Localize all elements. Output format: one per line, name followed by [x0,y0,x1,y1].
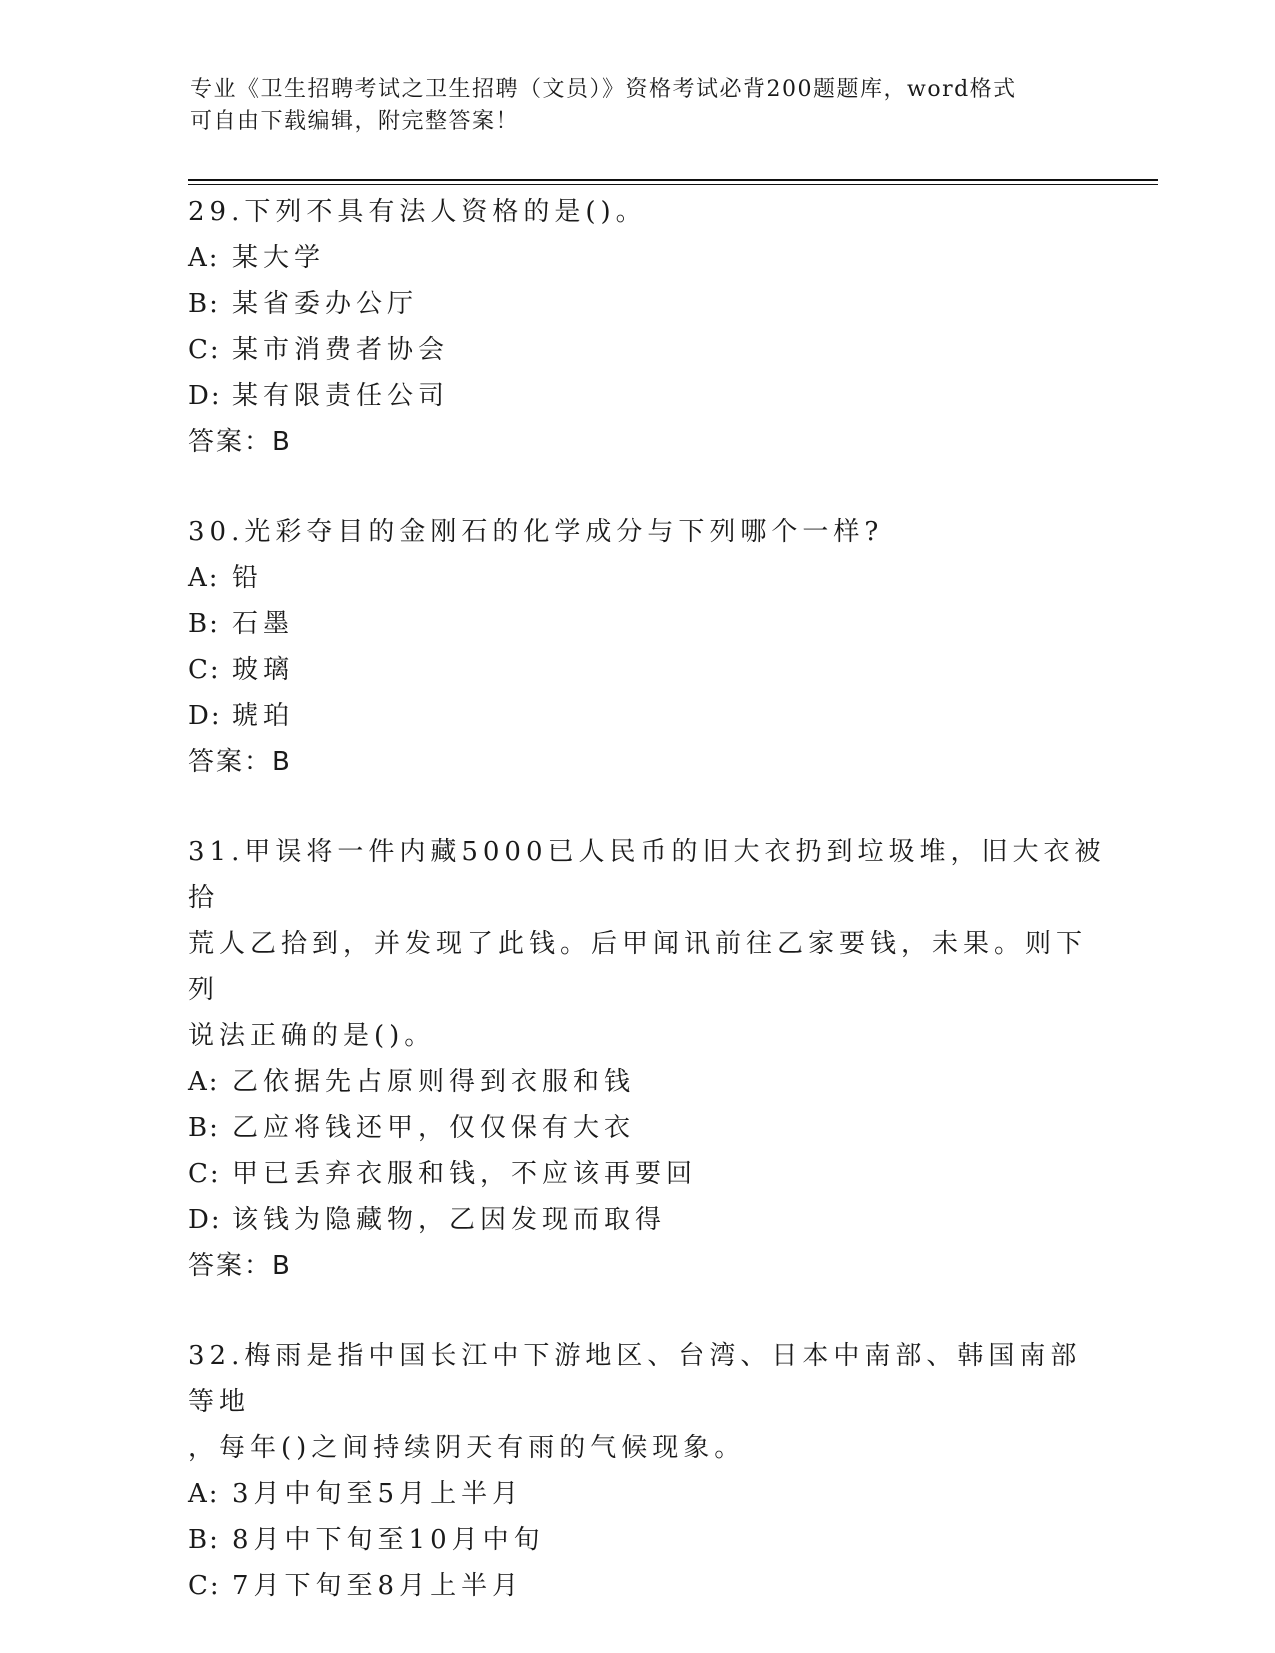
option-letter: B: [188,1113,220,1143]
question-stem-line: 说法正确的是()。 [188,1021,436,1051]
option-text: 铅 [232,563,264,593]
option-c [188,1563,1108,1609]
question-stem [188,509,1108,555]
option-d [188,1197,1108,1243]
question-stem-line: 32.梅雨是指中国长江中下游地区、台湾、日本中南部、韩国南部等地 [188,1341,1082,1417]
question-list [188,189,1108,1653]
option-c [188,1151,1108,1197]
document-header [190,74,1090,138]
option-c [188,327,1108,373]
option-letter: B: [188,609,220,639]
header-line-1: 专业《卫生招聘考试之卫生招聘（文员）》资格考试必背200题题库，word格式 [190,77,1017,102]
question-stem [188,829,1108,1059]
answer-line: 答案：B [188,1251,292,1281]
option-letter: A: [188,243,220,273]
option-text: 3月中旬至5月上半月 [232,1479,524,1509]
question-stem-line: 30.光彩夺目的金刚石的化学成分与下列哪个一样? [188,517,884,547]
option-text: 琥珀 [232,701,295,731]
option-b [188,1105,1108,1151]
option-letter: C: [188,655,221,685]
option-b [188,601,1108,647]
question-stem-line: ，每年()之间持续阴天有雨的气候现象。 [188,1433,746,1463]
option-text: 乙依据先占原则得到衣服和钱 [232,1067,636,1097]
option-text: 该钱为隐藏物，乙因发现而取得 [232,1205,667,1235]
option-text: 7月下旬至8月上半月 [232,1571,524,1601]
option-text: 甲已丢弃衣服和钱，不应该再要回 [232,1159,698,1189]
option-d [188,373,1108,419]
question-block [188,829,1108,1289]
question-block [188,189,1108,465]
option-c [188,647,1108,693]
option-letter: A: [188,1067,220,1097]
question-stem [188,1333,1108,1471]
option-a [188,1471,1108,1517]
question-stem-line: 29.下列不具有法人资格的是()。 [188,197,647,227]
option-a [188,555,1108,601]
option-letter: C: [188,1571,221,1601]
question-stem [188,189,1108,235]
option-letter: B: [188,289,220,319]
option-letter: B: [188,1525,220,1555]
option-letter: D: [188,701,222,731]
option-text: 玻璃 [232,655,295,685]
option-text: 某省委办公厅 [232,289,419,319]
option-text: 乙应将钱还甲，仅仅保有大衣 [232,1113,636,1143]
header-divider-thin [188,184,1158,185]
option-text: 8月中下旬至10月中旬 [232,1525,545,1555]
option-letter: A: [188,563,220,593]
option-letter: A: [188,1479,220,1509]
option-letter: D: [188,1205,222,1235]
option-b [188,281,1108,327]
question-stem-line: 31.甲误将一件内藏5000已人民币的旧大衣扔到垃圾堆，旧大衣被拾 [188,837,1106,913]
option-letter: D: [188,381,222,411]
option-a [188,235,1108,281]
option-text: 某市消费者协会 [232,335,450,365]
option-text: 某大学 [232,243,326,273]
option-b [188,1517,1108,1563]
answer-line: 答案：B [188,427,292,457]
question-block [188,509,1108,785]
option-text: 石墨 [232,609,295,639]
option-letter: C: [188,1159,221,1189]
option-letter: C: [188,335,221,365]
header-divider-thick [188,179,1158,181]
answer-line: 答案：B [188,747,292,777]
question-block [188,1333,1108,1609]
option-d [188,693,1108,739]
option-a [188,1059,1108,1105]
header-line-2: 可自由下载编辑，附完整答案！ [190,109,520,134]
option-text: 某有限责任公司 [232,381,450,411]
question-stem-line: 荒人乙拾到，并发现了此钱。后甲闻讯前往乙家要钱，未果。则下列 [188,929,1088,1005]
